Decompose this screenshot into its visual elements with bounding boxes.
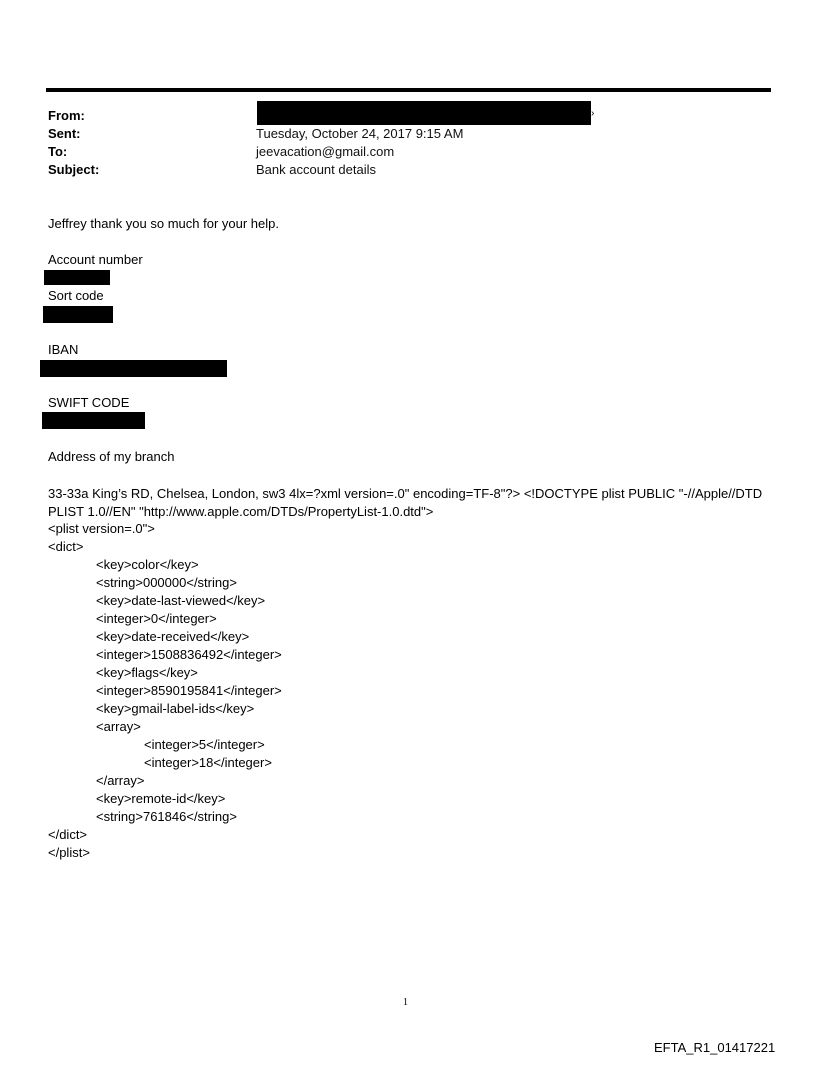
xml-line: <key>gmail-label-ids</key> (96, 701, 255, 716)
account-number-label: Account number (48, 252, 143, 267)
from-label: From: (48, 108, 85, 123)
xml-line: <integer>8590195841</integer> (96, 683, 282, 698)
xml-line: <key>flags</key> (96, 665, 198, 680)
to-label: To: (48, 144, 68, 159)
xml-line: <dict> (48, 539, 84, 554)
sent-value: Tuesday, October 24, 2017 9:15 AM (256, 126, 464, 141)
iban-redaction (40, 360, 227, 377)
address-text (48, 485, 778, 521)
from-trailing-mark: › (591, 108, 595, 119)
xml-line: <integer>5</integer> (144, 737, 265, 752)
sort-code-label: Sort code (48, 288, 104, 303)
xml-line: </dict> (48, 827, 88, 842)
header-rule (46, 88, 771, 92)
xml-line: <array> (96, 719, 141, 734)
xml-line: <integer>18</integer> (144, 755, 272, 770)
greeting: Jeffrey thank you so much for your help. (48, 216, 279, 231)
address-line-1: 33-33a King’s RD, Chelsea, London, sw3 4lx=?xml version=.0" encoding=TF-8"?> <!DOCTYPE plist PUBLIC "-//Apple//DTD (48, 486, 763, 501)
swift-label: SWIFT CODE (48, 395, 130, 410)
sort-code-redaction (43, 306, 113, 323)
to-value: jeevacation@gmail.com (256, 144, 395, 159)
xml-line: <integer>0</integer> (96, 611, 217, 626)
account-number-redaction (44, 270, 110, 285)
swift-redaction (42, 412, 145, 429)
xml-line: <key>date-last-viewed</key> (96, 593, 266, 608)
xml-line: <string>761846</string> (96, 809, 237, 824)
address-line-2: PLIST 1.0//EN" "http://www.apple.com/DTDs/PropertyList-1.0.dtd"> (48, 504, 434, 519)
address-label: Address of my branch (48, 449, 175, 464)
xml-line: </array> (96, 773, 145, 788)
xml-line: <key>date-received</key> (96, 629, 250, 644)
xml-line: <plist version=.0"> (48, 521, 155, 536)
xml-line: <key>color</key> (96, 557, 199, 572)
subject-value: Bank account details (256, 162, 376, 177)
iban-label: IBAN (48, 342, 79, 357)
page-number: 1 (403, 997, 408, 1008)
bates-number: EFTA_R1_01417221 (654, 1040, 776, 1055)
xml-line: <string>000000</string> (96, 575, 237, 590)
xml-line: </plist> (48, 845, 90, 860)
from-redaction (257, 101, 591, 125)
xml-line: <key>remote-id</key> (96, 791, 226, 806)
subject-label: Subject: (48, 162, 100, 177)
xml-line: <integer>1508836492</integer> (96, 647, 282, 662)
sent-label: Sent: (48, 126, 81, 141)
